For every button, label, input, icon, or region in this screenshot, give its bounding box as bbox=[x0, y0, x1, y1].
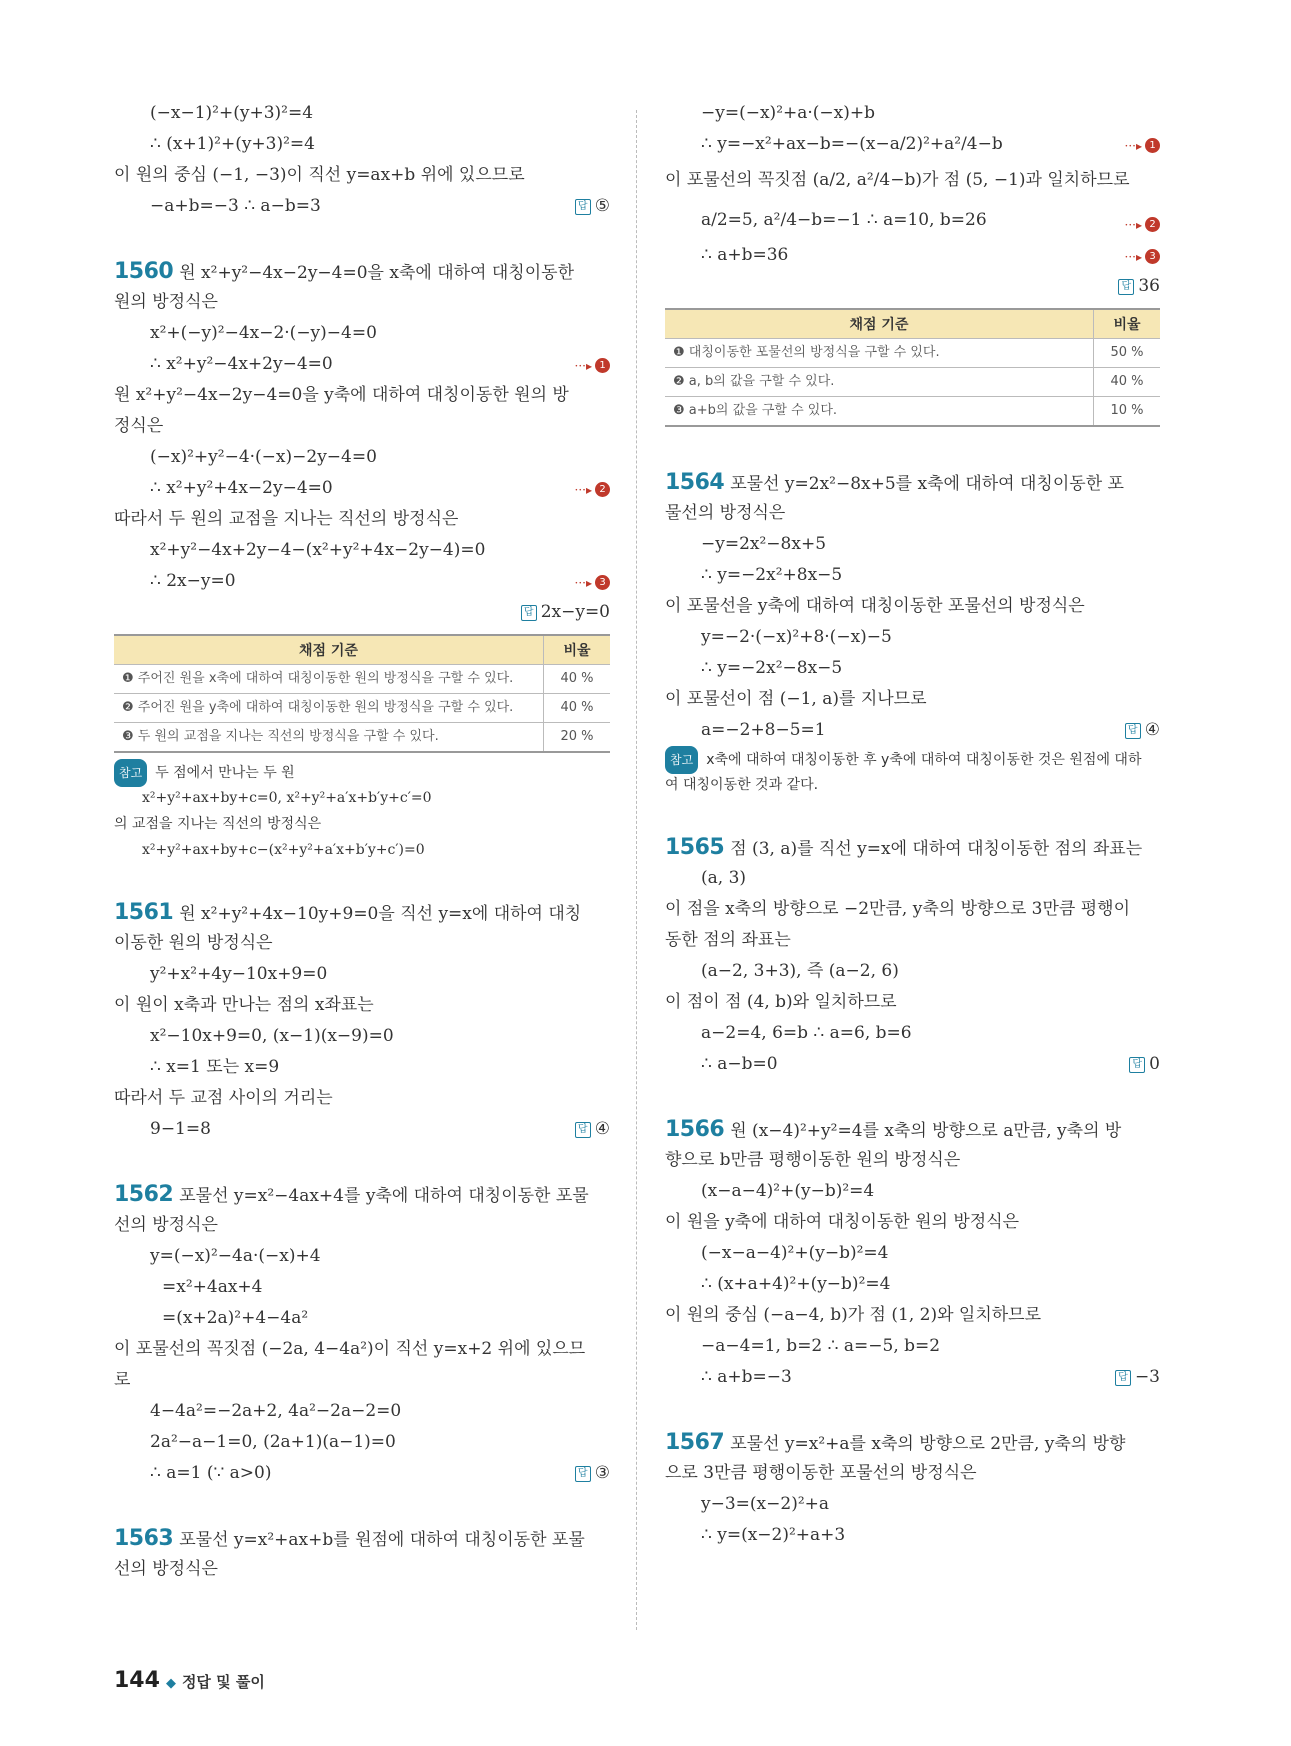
solution-line: 향으로 b만큼 평행이동한 원의 방정식은 bbox=[665, 1150, 961, 1170]
reference-badge: 참고 bbox=[114, 759, 147, 787]
answer-box: 답 ⑤ bbox=[575, 191, 610, 222]
column-divider bbox=[636, 110, 637, 1630]
solution-line: y²+x²+4y−10x+9=0 bbox=[150, 964, 328, 984]
solution-line: (x−a−4)²+(y−b)²=4 bbox=[701, 1181, 875, 1201]
problem-number: 1566 bbox=[665, 1117, 725, 1142]
step-mark: ···▸ 2 bbox=[1125, 204, 1160, 245]
problem-number: 1564 bbox=[665, 470, 725, 495]
solution-line: x²−10x+9=0, (x−1)(x−9)=0 bbox=[150, 1026, 394, 1046]
page-number: 144 bbox=[114, 1668, 160, 1693]
answer-box: 답 0 bbox=[1129, 1049, 1160, 1080]
solution-line: (a−2, 3+3), 즉 (a−2, 6) bbox=[701, 961, 899, 981]
solution-line: 이 원의 중심 (−1, −3)이 직선 y=ax+b 위에 있으므로 bbox=[114, 165, 525, 185]
solution-line: ∴ (x+a+4)²+(y−b)²=4 bbox=[701, 1274, 891, 1294]
solution-line: =x²+4ax+4 bbox=[162, 1277, 263, 1297]
solution-line: 이 포물선의 꼭짓점 (a/2, a²/4−b)가 점 (5, −1)과 일치하므로 bbox=[665, 170, 1130, 190]
step-mark: ···▸ 3 bbox=[575, 566, 610, 599]
problem-1565-header: 1565 점 (3, a)를 직선 y=x에 대하여 대칭이동한 점의 좌표는 bbox=[665, 835, 1143, 860]
problem-number: 1561 bbox=[114, 900, 174, 925]
solution-line: a=−2+8−5=1 답 ④ bbox=[665, 715, 1160, 746]
solution-line: ∴ y=−x²+ax−b=−(x−a/2)²+a²/4−b ···▸ 1 bbox=[665, 129, 1160, 160]
answer-box: 답 −3 bbox=[1115, 1362, 1160, 1393]
problem-1564-header: 1564 포물선 y=2x²−8x+5를 x축에 대하여 대칭이동한 포 bbox=[665, 470, 1124, 495]
problem-1560-header: 1560 원 x²+y²−4x−2y−4=0을 x축에 대하여 대칭이동한 bbox=[114, 259, 574, 284]
table-row: ❷ 주어진 원을 y축에 대하여 대칭이동한 원의 방정식을 구할 수 있다. 40 % bbox=[114, 694, 610, 723]
solution-line: ∴ x=1 또는 x=9 bbox=[150, 1057, 280, 1077]
solution-line: ∴ a−b=0 답 0 bbox=[665, 1049, 1160, 1080]
solution-line: 으로 3만큼 평행이동한 포물선의 방정식은 bbox=[665, 1463, 977, 1483]
solution-line: 이 점을 x축의 방향으로 −2만큼, y축의 방향으로 3만큼 평행이 bbox=[665, 899, 1130, 919]
answer-icon: 답 bbox=[575, 1122, 591, 1138]
solution-line: y=−2·(−x)²+8·(−x)−5 bbox=[701, 627, 892, 647]
solution-line: −y=2x²−8x+5 bbox=[701, 534, 827, 554]
solution-line: 9−1=8 답 ④ bbox=[114, 1114, 610, 1145]
table-row: ❸ 두 원의 교점을 지나는 직선의 방정식을 구할 수 있다. 20 % bbox=[114, 723, 610, 753]
solution-line: 이 포물선의 꼭짓점 (−2a, 4−4a²)이 직선 y=x+2 위에 있으므 bbox=[114, 1339, 586, 1359]
step-mark: ···▸ 1 bbox=[1125, 129, 1160, 162]
table-header: 비율 bbox=[1094, 309, 1161, 339]
solution-line: a/2=5, a²/4−b=−1 ∴ a=10, b=26 ···▸ 2 bbox=[665, 200, 1160, 240]
solution-line: −a−4=1, b=2 ∴ a=−5, b=2 bbox=[701, 1336, 941, 1356]
answer-line bbox=[114, 597, 610, 628]
solution-line: 원 x²+y²−4x−2y−4=0을 y축에 대하여 대칭이동한 원의 방 bbox=[114, 385, 569, 405]
solution-line: ∴ y=−2x²−8x−5 bbox=[701, 658, 843, 678]
solution-line: 원의 방정식은 bbox=[114, 292, 218, 312]
solution-line: 로 bbox=[114, 1370, 131, 1390]
solution-line: 이 원을 y축에 대하여 대칭이동한 원의 방정식은 bbox=[665, 1212, 1020, 1232]
solution-line: 따라서 두 원의 교점을 지나는 직선의 방정식은 bbox=[114, 509, 459, 529]
problem-number: 1565 bbox=[665, 835, 725, 860]
solution-line: 2a²−a−1=0, (2a+1)(a−1)=0 bbox=[150, 1432, 396, 1452]
table-header: 채점 기준 bbox=[665, 309, 1094, 339]
solution-line: 물선의 방정식은 bbox=[665, 503, 786, 523]
problem-1561-header: 1561 원 x²+y²+4x−10y+9=0을 직선 y=x에 대하여 대칭 bbox=[114, 900, 582, 925]
answer-box: 답 ③ bbox=[575, 1458, 610, 1489]
answer-box: 답 ④ bbox=[1125, 715, 1160, 746]
solution-line: ∴ a+b=36 ···▸ 3 bbox=[665, 240, 1160, 271]
problem-1562-header: 1562 포물선 y=x²−4ax+4를 y축에 대하여 대칭이동한 포물 bbox=[114, 1182, 589, 1207]
solution-line: ∴ x²+y²−4x+2y−4=0 ···▸ 1 bbox=[114, 349, 610, 380]
footer-title: 정답 및 풀이 bbox=[181, 1673, 265, 1691]
reference-note: 참고 x축에 대하여 대칭이동한 후 y축에 대하여 대칭이동한 것은 원점에 대하 여 대칭이동한 것과 같다. bbox=[665, 746, 1160, 798]
problem-number: 1562 bbox=[114, 1182, 174, 1207]
solution-line: 정식은 bbox=[114, 416, 164, 436]
solution-line: 선의 방정식은 bbox=[114, 1215, 218, 1235]
solution-line: −a+b=−3 ∴ a−b=3 답 ⑤ bbox=[114, 191, 610, 222]
answer-box: 답 36 bbox=[1118, 271, 1160, 302]
answer-box: 답 2x−y=0 bbox=[521, 597, 610, 628]
table-row: ❷ a, b의 값을 구할 수 있다. 40 % bbox=[665, 368, 1160, 397]
table-header: 채점 기준 bbox=[114, 635, 544, 665]
answer-line bbox=[665, 271, 1160, 302]
solution-line: (−x−1)²+(y+3)²=4 bbox=[150, 103, 314, 123]
left-column bbox=[114, 98, 610, 1585]
solution-line: 이 원이 x축과 만나는 점의 x좌표는 bbox=[114, 995, 374, 1015]
scoring-table bbox=[665, 308, 1160, 427]
solution-line: x²+(−y)²−4x−2·(−y)−4=0 bbox=[150, 323, 377, 343]
solution-line: 동한 점의 좌표는 bbox=[665, 930, 791, 950]
solution-line: ∴ y=−2x²+8x−5 bbox=[701, 565, 843, 585]
page-footer bbox=[114, 1668, 265, 1693]
answer-icon: 답 bbox=[575, 1466, 591, 1482]
problem-1566-header: 1566 원 (x−4)²+y²=4를 x축의 방향으로 a만큼, y축의 방 bbox=[665, 1117, 1122, 1142]
problem-number: 1560 bbox=[114, 259, 174, 284]
problem-1563-header: 1563 포물선 y=x²+ax+b를 원점에 대하여 대칭이동한 포물 bbox=[114, 1526, 585, 1551]
solution-line: 따라서 두 교점 사이의 거리는 bbox=[114, 1088, 333, 1108]
problem-number: 1567 bbox=[665, 1430, 725, 1455]
answer-icon: 답 bbox=[1115, 1370, 1131, 1386]
solution-line: =(x+2a)²+4−4a² bbox=[162, 1308, 309, 1328]
solution-line: 4−4a²=−2a+2, 4a²−2a−2=0 bbox=[150, 1401, 402, 1421]
solution-line: ∴ x²+y²+4x−2y−4=0 ···▸ 2 bbox=[114, 473, 610, 504]
step-mark: ···▸ 2 bbox=[575, 473, 610, 506]
answer-box: 답 ④ bbox=[575, 1114, 610, 1145]
table-row: ❶ 주어진 원을 x축에 대하여 대칭이동한 원의 방정식을 구할 수 있다. 40 % bbox=[114, 665, 610, 694]
step-mark: ···▸ 3 bbox=[1125, 240, 1160, 273]
solution-line: ∴ (x+1)²+(y+3)²=4 bbox=[150, 134, 315, 154]
solution-line: a−2=4, 6=b ∴ a=6, b=6 bbox=[701, 1023, 912, 1043]
solution-line: 이 원의 중심 (−a−4, b)가 점 (1, 2)와 일치하므로 bbox=[665, 1305, 1042, 1325]
right-column bbox=[665, 98, 1160, 1551]
solution-line: 이 포물선을 y축에 대하여 대칭이동한 포물선의 방정식은 bbox=[665, 596, 1085, 616]
solution-line: y−3=(x−2)²+a bbox=[701, 1494, 830, 1514]
answer-icon: 답 bbox=[575, 199, 591, 215]
solution-line: x²+y²−4x+2y−4−(x²+y²+4x−2y−4)=0 bbox=[150, 540, 486, 560]
answer-icon: 답 bbox=[521, 605, 537, 621]
reference-badge: 참고 bbox=[665, 746, 698, 774]
problem-1567-header: 1567 포물선 y=x²+a를 x축의 방향으로 2만큼, y축의 방향 bbox=[665, 1430, 1126, 1455]
scoring-table bbox=[114, 634, 610, 753]
solution-line: ∴ a+b=−3 답 −3 bbox=[665, 1362, 1160, 1393]
solution-line: −y=(−x)²+a·(−x)+b bbox=[701, 103, 876, 123]
solution-line: (a, 3) bbox=[701, 868, 747, 888]
solution-line: (−x)²+y²−4·(−x)−2y−4=0 bbox=[150, 447, 377, 467]
solution-line: ∴ a=1 (∵ a>0) 답 ③ bbox=[114, 1458, 610, 1489]
solution-line: ∴ y=(x−2)²+a+3 bbox=[701, 1525, 846, 1545]
table-row: ❶ 대칭이동한 포물선의 방정식을 구할 수 있다. 50 % bbox=[665, 339, 1160, 368]
solution-line: (−x−a−4)²+(y−b)²=4 bbox=[701, 1243, 889, 1263]
table-header: 비율 bbox=[544, 635, 611, 665]
problem-number: 1563 bbox=[114, 1526, 174, 1551]
reference-note: 참고 두 점에서 만나는 두 원 x²+y²+ax+by+c=0, x²+y²+a′x+b′y+c′=0 의 교점을 지나는 직선의 방정식은 x²+y²+ax+by+c−(x²+y²+a′x+b′y+c′)=0 bbox=[114, 759, 610, 863]
diamond-icon: ◆ bbox=[165, 1676, 176, 1691]
step-mark: ···▸ 1 bbox=[575, 349, 610, 382]
solution-line: 이 점이 점 (4, b)와 일치하므로 bbox=[665, 992, 897, 1012]
solution-line: y=(−x)²−4a·(−x)+4 bbox=[150, 1246, 321, 1266]
solution-line: 이 포물선이 점 (−1, a)를 지나므로 bbox=[665, 689, 927, 709]
answer-icon: 답 bbox=[1118, 279, 1134, 295]
answer-icon: 답 bbox=[1125, 723, 1141, 739]
table-row: ❸ a+b의 값을 구할 수 있다. 10 % bbox=[665, 397, 1160, 427]
answer-icon: 답 bbox=[1129, 1057, 1145, 1073]
solution-line: ∴ 2x−y=0 ···▸ 3 bbox=[114, 566, 610, 597]
solution-line: 선의 방정식은 bbox=[114, 1559, 218, 1579]
solution-line: 이동한 원의 방정식은 bbox=[114, 933, 273, 953]
